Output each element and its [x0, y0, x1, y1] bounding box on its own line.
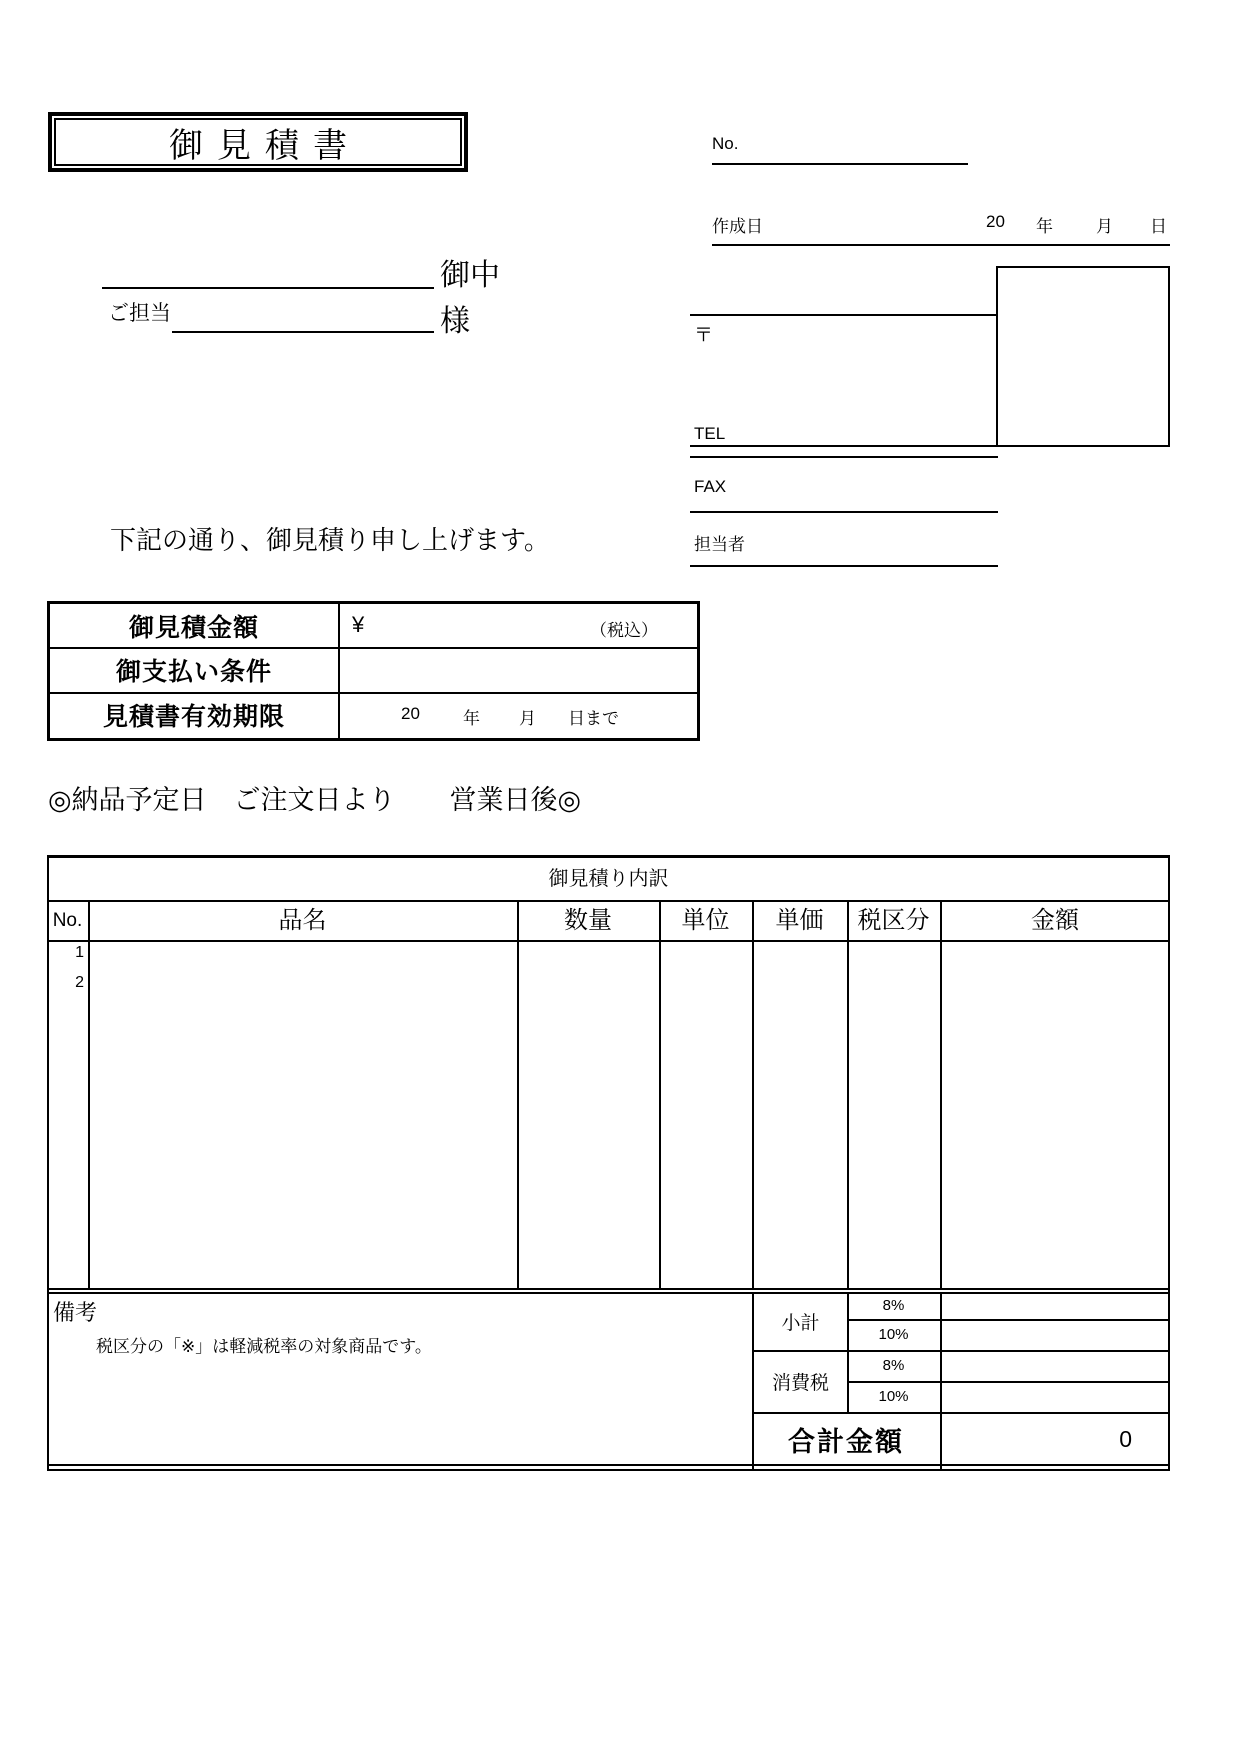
remarks-field[interactable] — [49, 1360, 749, 1460]
table-right-edge — [1168, 855, 1170, 1471]
tax-rate10-label: 10% — [878, 1388, 909, 1405]
created-month-unit: 月 — [1096, 217, 1113, 236]
delivery-note: ◎納品予定日 ご注文日より 営業日後◎ — [48, 785, 582, 815]
row-number-2: 2 — [75, 974, 84, 991]
currency-symbol: ¥ — [352, 612, 365, 637]
contact-name-underline[interactable] — [172, 331, 434, 333]
fax-field-underline[interactable] — [690, 511, 998, 513]
document-title: 御見積書 — [54, 118, 462, 166]
recipient-honorific-person: 様 — [440, 305, 470, 338]
created-date-label: 作成日 — [712, 217, 763, 236]
sender-address-topline[interactable] — [690, 314, 996, 316]
payment-terms-field[interactable] — [340, 649, 697, 692]
greeting-text: 下記の通り、御見積り申し上げます。 — [110, 525, 550, 555]
col-header-amount: 金額 — [1031, 907, 1079, 934]
expiry-year-prefix: 20 — [401, 704, 420, 723]
contact-label: ご担当 — [108, 302, 171, 325]
summary-amount-label: 御見積金額 — [128, 613, 259, 642]
expiry-year-unit: 年 — [463, 709, 480, 728]
col-header-qty: 数量 — [564, 907, 612, 934]
table-bottomline-2 — [47, 1469, 1170, 1471]
sender-address-bottomline[interactable] — [690, 445, 1170, 447]
tel-field-underline[interactable] — [690, 456, 998, 458]
tax-amount8-cell[interactable] — [942, 1352, 1168, 1379]
total-label: 合計金額 — [788, 1426, 904, 1457]
col-header-tax: 税区分 — [857, 907, 930, 934]
recipient-honorific-company: 御中 — [440, 259, 500, 292]
remarks-note: 税区分の「※」は軽減税率の対象商品です。 — [96, 1337, 432, 1356]
created-date-underline[interactable] — [712, 244, 1170, 246]
items-grid[interactable] — [49, 942, 1168, 1286]
row-number-1: 1 — [75, 944, 84, 961]
created-year-prefix: 20 — [986, 212, 1005, 231]
expiry-month-unit: 月 — [519, 709, 536, 728]
document-title-box — [48, 112, 468, 172]
subtotal-amount10-cell[interactable] — [942, 1321, 1168, 1348]
consumption-tax-label: 消費税 — [771, 1372, 829, 1394]
tel-label: TEL — [694, 424, 726, 443]
created-year-unit: 年 — [1036, 217, 1053, 236]
no-label: No. — [712, 134, 739, 153]
col-header-item: 品名 — [278, 907, 327, 934]
staff-field-underline[interactable] — [690, 565, 998, 567]
staff-label: 担当者 — [694, 535, 745, 554]
no-field-underline[interactable] — [712, 163, 968, 165]
expiry-day-suffix: 日まで — [568, 709, 619, 728]
subtotal-rate8-label: 8% — [882, 1297, 905, 1314]
subtotal-amount8-cell[interactable] — [942, 1292, 1168, 1319]
recipient-name-underline[interactable] — [102, 287, 434, 289]
subtotal-label: 小計 — [781, 1312, 820, 1334]
total-amount-value[interactable]: 0 — [1119, 1425, 1132, 1452]
remarks-label: 備考 — [53, 1300, 98, 1325]
company-stamp-box[interactable] — [996, 266, 1170, 447]
expiry-date-field[interactable] — [340, 694, 697, 738]
col-header-unit: 単位 — [681, 907, 730, 934]
tax-rate8-label: 8% — [882, 1357, 905, 1374]
detail-table-title: 御見積り内訳 — [548, 868, 669, 890]
created-day-unit: 日 — [1150, 217, 1167, 236]
footer-doubleline-top — [47, 1288, 1170, 1290]
tax-included-note: （税込） — [590, 621, 658, 640]
estimate-amount-field[interactable] — [340, 604, 697, 647]
summary-payment-label: 御支払い条件 — [115, 657, 272, 686]
table-bottomline-1 — [47, 1464, 1170, 1466]
tax-amount10-cell[interactable] — [942, 1383, 1168, 1410]
subtotal-rate10-label: 10% — [878, 1326, 909, 1343]
summary-expiry-label: 見積書有効期限 — [102, 703, 285, 731]
col-header-no: No. — [52, 910, 83, 931]
col-header-price: 単価 — [775, 907, 824, 934]
postal-mark: 〒 — [694, 325, 714, 346]
fax-label: FAX — [694, 477, 727, 496]
summary-table — [47, 601, 700, 741]
detail-table-topline — [47, 855, 1170, 858]
